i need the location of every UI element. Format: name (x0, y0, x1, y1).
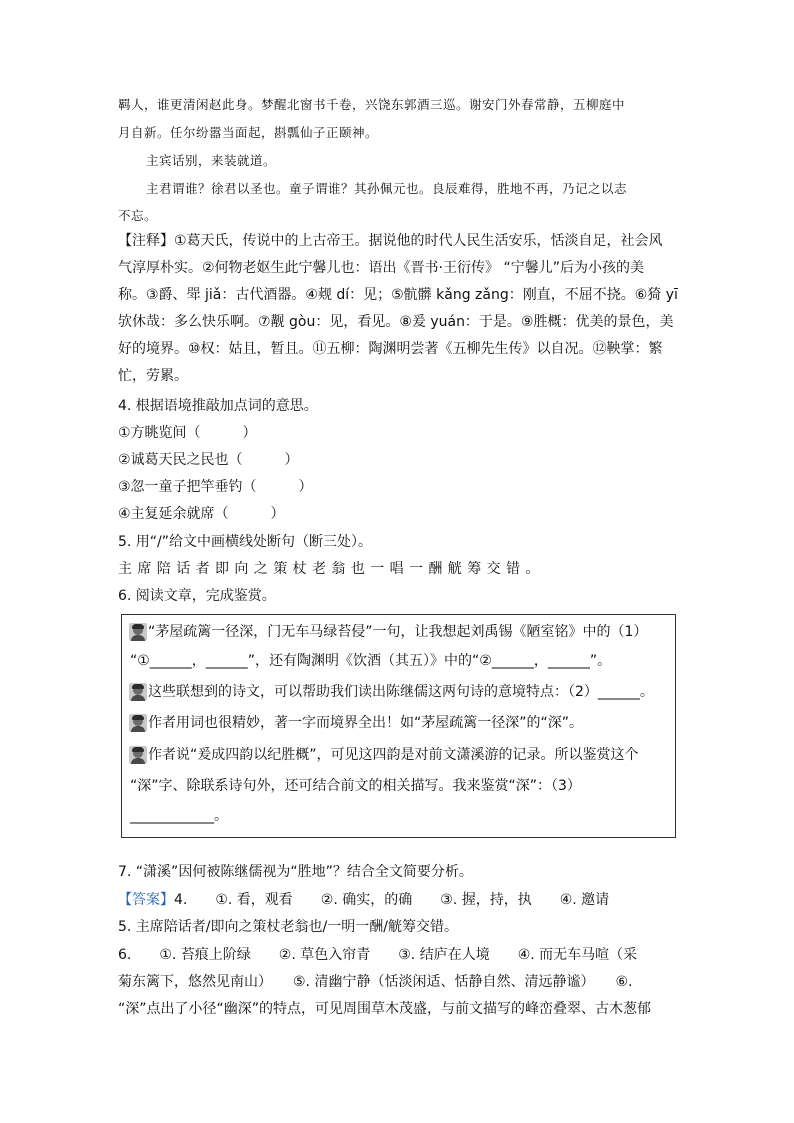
box-line-1: “茅屋疏篱一径深，门无车马绿苔侵”一句，让我想起刘禹锡《陋室铭》中的（1） (148, 624, 648, 640)
question-4-item-1: ①方眺览间（ ） (118, 425, 257, 441)
box-line-7: ____________。 (130, 808, 228, 824)
box-line-6: “深”字、除联系诗句外，还可结合前文的相关描写。我来鉴赏“深”：（3） (130, 778, 581, 794)
answer-4-text: 4. ①. 看，观看 ②. 确实，的确 ③. 握，持，执 ④. 邀请 (174, 892, 610, 908)
question-6: 6. 阅读文章，完成鉴赏。 (118, 588, 276, 604)
poem-line-5: 不忘。 (118, 208, 158, 223)
box-line-5: 作者说“爰成四韵以纪胜概”，可见这四韵是对前文潇溪游的记录。所以鉴赏这个 (148, 747, 639, 763)
answer-line-5: 5. 主席陪话者/即向之策杖老翁也/一明一酬/觥筹交错。 (118, 919, 458, 935)
notes-line-1 (118, 231, 680, 251)
answer-line-6a: 6. ①. 苔痕上阶绿 ②. 草色入帘青 ③. 结庐在人境 ④. 而无车马喧（采 (118, 947, 638, 963)
question-5: 5. 用“/”给文中画横线处断句（断三处）。 (118, 534, 373, 550)
box-line-2: “①______，______”，还有陶渊明《饮酒（其五）》中的“②______，______”。 (130, 653, 612, 669)
notes-line-6: 忙，劳累。 (118, 368, 188, 384)
question-4-item-3: ③忽一童子把竿垂钓（ ） (118, 479, 313, 495)
answer-line-4 (118, 890, 680, 910)
poem-line-1: 羁人，谁更清闲赵此身。梦醒北窗书千卷，兴饶东郭酒三巡。谢安门外春常静，五柳庭中 (118, 97, 626, 112)
notes-line-2: 气淳厚朴实。②何物老妪生此宁馨儿也：语出《晋书·王衍传》 “宁馨儿”后为小孩的美 (118, 260, 644, 276)
answer-label: 【答案】 (118, 892, 174, 908)
notes-line-3: 称。③爵、斝 jiǎ：古代酒器。④觌 dí：见；⑤骯髒 kǎng zǎng：刚直，不屈不挠。⑥猗 yī (118, 287, 678, 303)
notes-line-4: 欤休哉：多么快乐啊。⑦觏 gòu：见，看见。⑧爰 yuán：于是。⑨胜概：优美的景色，美 (118, 314, 674, 330)
answer-line-6b: 菊东篱下，悠然见南山） ⑤. 清幽宁静（恬淡闲适、恬静自然、清远静谧） ⑥. (118, 974, 633, 990)
student-avatar-icon (129, 746, 147, 764)
notes-line-5: 好的境界。⑩权：姑且，暂且。⑪五柳：陶渊明尝著《五柳先生传》以自况。⑫鞅掌：繁 (118, 341, 663, 357)
answer-line-6c: “深”点出了小径“幽深”的特点，可见周围草木茂盛，与前文描写的峰峦叠翠、古木葱郁 (118, 1001, 652, 1017)
student-avatar-icon (129, 683, 147, 701)
poem-line-4: 主君谓谁？徐君以圣也。童子谓谁？其孙佩元也。良辰难得，胜地不再，乃记之以志 (146, 181, 628, 196)
question-5-text: 主席陪话者即向之策杖老翁也一唱一酬觥筹交错。 (118, 561, 545, 577)
question-7: 7. “潇溪”因何被陈继儒视为“胜地”？结合全文简要分析。 (118, 864, 473, 880)
poem-line-3: 主宾话别，来装就道。 (146, 153, 277, 168)
notes-text-1: ①葛天氏，传说中的上古帝王。据说他的时代人民生活安乐，恬淡自足，社会风 (174, 233, 663, 249)
student-avatar-icon (129, 714, 147, 732)
student-avatar-icon (129, 623, 147, 641)
question-4-item-2: ②诚葛天民之民也（ ） (118, 452, 299, 468)
box-line-4: 作者用词也很精妙，著一字而境界全出！如“茅屋疏篱一径深”的“深”。 (148, 715, 584, 731)
question-4: 4. 根据语境推敲加点词的意思。 (118, 398, 318, 414)
box-line-3: 这些联想到的诗文，可以帮助我们读出陈继儒这两句诗的意境特点：（2）______。 (148, 684, 654, 700)
question-4-item-4: ④主复延余就席（ ） (118, 506, 285, 522)
poem-line-2: 月自新。任尔纷嚣当面起，斟瓢仙子正颐神。 (118, 125, 379, 140)
notes-label: 【注释】 (118, 233, 174, 249)
